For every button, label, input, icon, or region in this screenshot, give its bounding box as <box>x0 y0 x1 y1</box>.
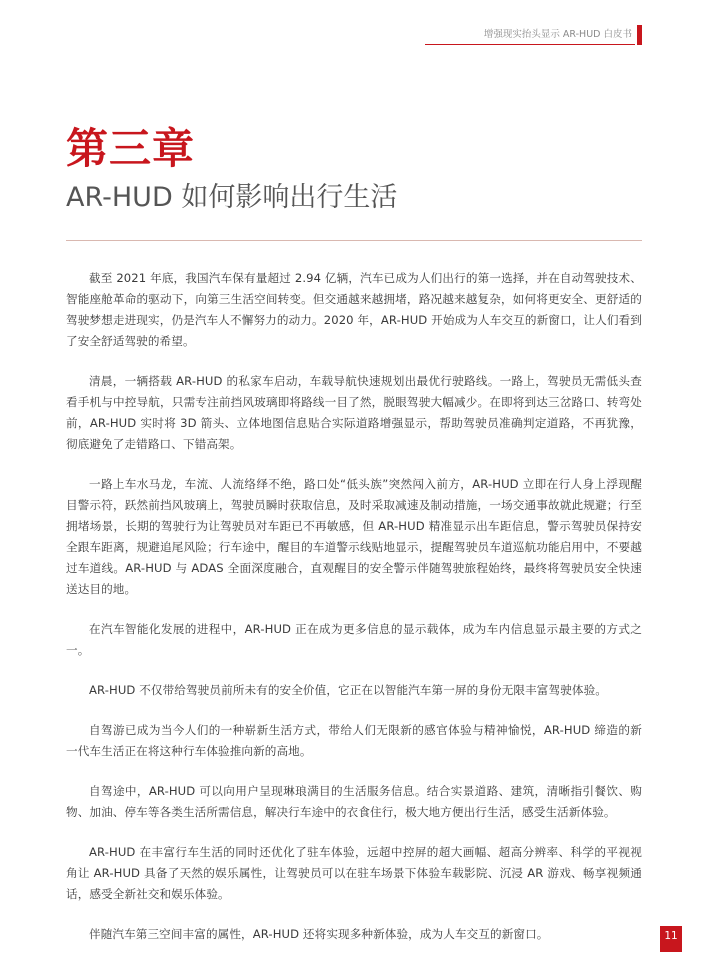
paragraph-1: 截至 2021 年底，我国汽车保有量超过 2.94 亿辆，汽车已成为人们出行的第一选择，并在自动驾驶技术、智能座舱革命的驱动下，向第三生活空间转变。但交通越来越拥堵，路况越来越复杂，如何将更安全、更舒适的驾驶梦想走进现实，仍是汽车人不懈努力的动力。2020 年，AR-HUD 开始成为人车交互的新窗口，让人们看到了安全舒适驾驶的希望。 <box>66 271 642 348</box>
paragraph-6: 自驾游已成为当今人们的一种崭新生活方式，带给人们无限新的感官体验与精神愉悦，AR-HUD 缔造的新一代车生活正在将这种行车体验推向新的高地。 <box>66 723 642 758</box>
body-text <box>66 268 642 964</box>
paragraph-3: 一路上车水马龙，车流、人流络绎不绝，路口处“低头族”突然闯入前方，AR-HUD 立即在行人身上浮现醒目警示符，跃然前挡风玻璃上，驾驶员瞬时获取信息，及时采取减速及制动措施，一场交通事故就此规避；行至拥堵场景，长期的驾驶行为让驾驶员对车距已不再敏感，但 AR-HUD 精准显示出车距信息，警示驾驶员保持安全跟车距离，规避追尾风险；行车途中，醒目的车道警示线贴地显示，提醒驾驶员车道巡航功能启用中，不要越过车道线。AR-HUD 与 ADAS 全面深度融合，直观醒目的安全警示伴随驾驶旅程始终，最终将驾驶员安全快速送达目的地。 <box>66 477 642 596</box>
title-divider <box>66 240 642 241</box>
header-rule <box>425 44 635 45</box>
header-accent-bar <box>637 25 642 45</box>
paragraph-7: 自驾途中，AR-HUD 可以向用户呈现琳琅满目的生活服务信息。结合实景道路、建筑，清晰指引餐饮、购物、加油、停车等各类生活所需信息，解决行车途中的衣食住行，极大地方便出行生活，感受生活新体验。 <box>66 784 642 819</box>
page-number: 11 <box>660 926 682 952</box>
paragraph-5: AR-HUD 不仅带给驾驶员前所未有的安全价值，它正在以智能汽车第一屏的身份无限丰富驾驶体验。 <box>89 683 607 697</box>
chapter-label: 第三章 <box>66 124 196 173</box>
paragraph-2: 清晨，一辆搭载 AR-HUD 的私家车启动，车载导航快速规划出最优行驶路线。一路上，驾驶员无需低头查看手机与中控导航，只需专注前挡风玻璃即将路线一目了然，脱眼驾驶大幅减少。在即将到达三岔路口、转弯处前，AR-HUD 实时将 3D 箭头、立体地图信息贴合实际道路增强显示，帮助驾驶员准确判定道路，不再犹豫，彻底避免了走错路口、下错高架。 <box>66 374 642 451</box>
paragraph-4: 在汽车智能化发展的进程中，AR-HUD 正在成为更多信息的显示载体，成为车内信息显示最主要的方式之一。 <box>66 622 642 657</box>
running-header-title: 增强现实抬头显示 AR-HUD 白皮书 <box>483 29 632 40</box>
paragraph-8: AR-HUD 在丰富行车生活的同时还优化了驻车体验，远超中控屏的超大画幅、超高分辨率、科学的平视视角让 AR-HUD 具备了天然的娱乐属性，让驾驶员可以在驻车场景下体验车载影院、沉浸 AR 游戏、畅享视频通话，感受全新社交和娱乐体验。 <box>66 845 642 901</box>
paragraph-9: 伴随汽车第三空间丰富的属性，AR-HUD 还将实现多种新体验，成为人车交互的新窗口。 <box>89 927 549 941</box>
chapter-title: AR-HUD 如何影响出行生活 <box>66 182 398 213</box>
